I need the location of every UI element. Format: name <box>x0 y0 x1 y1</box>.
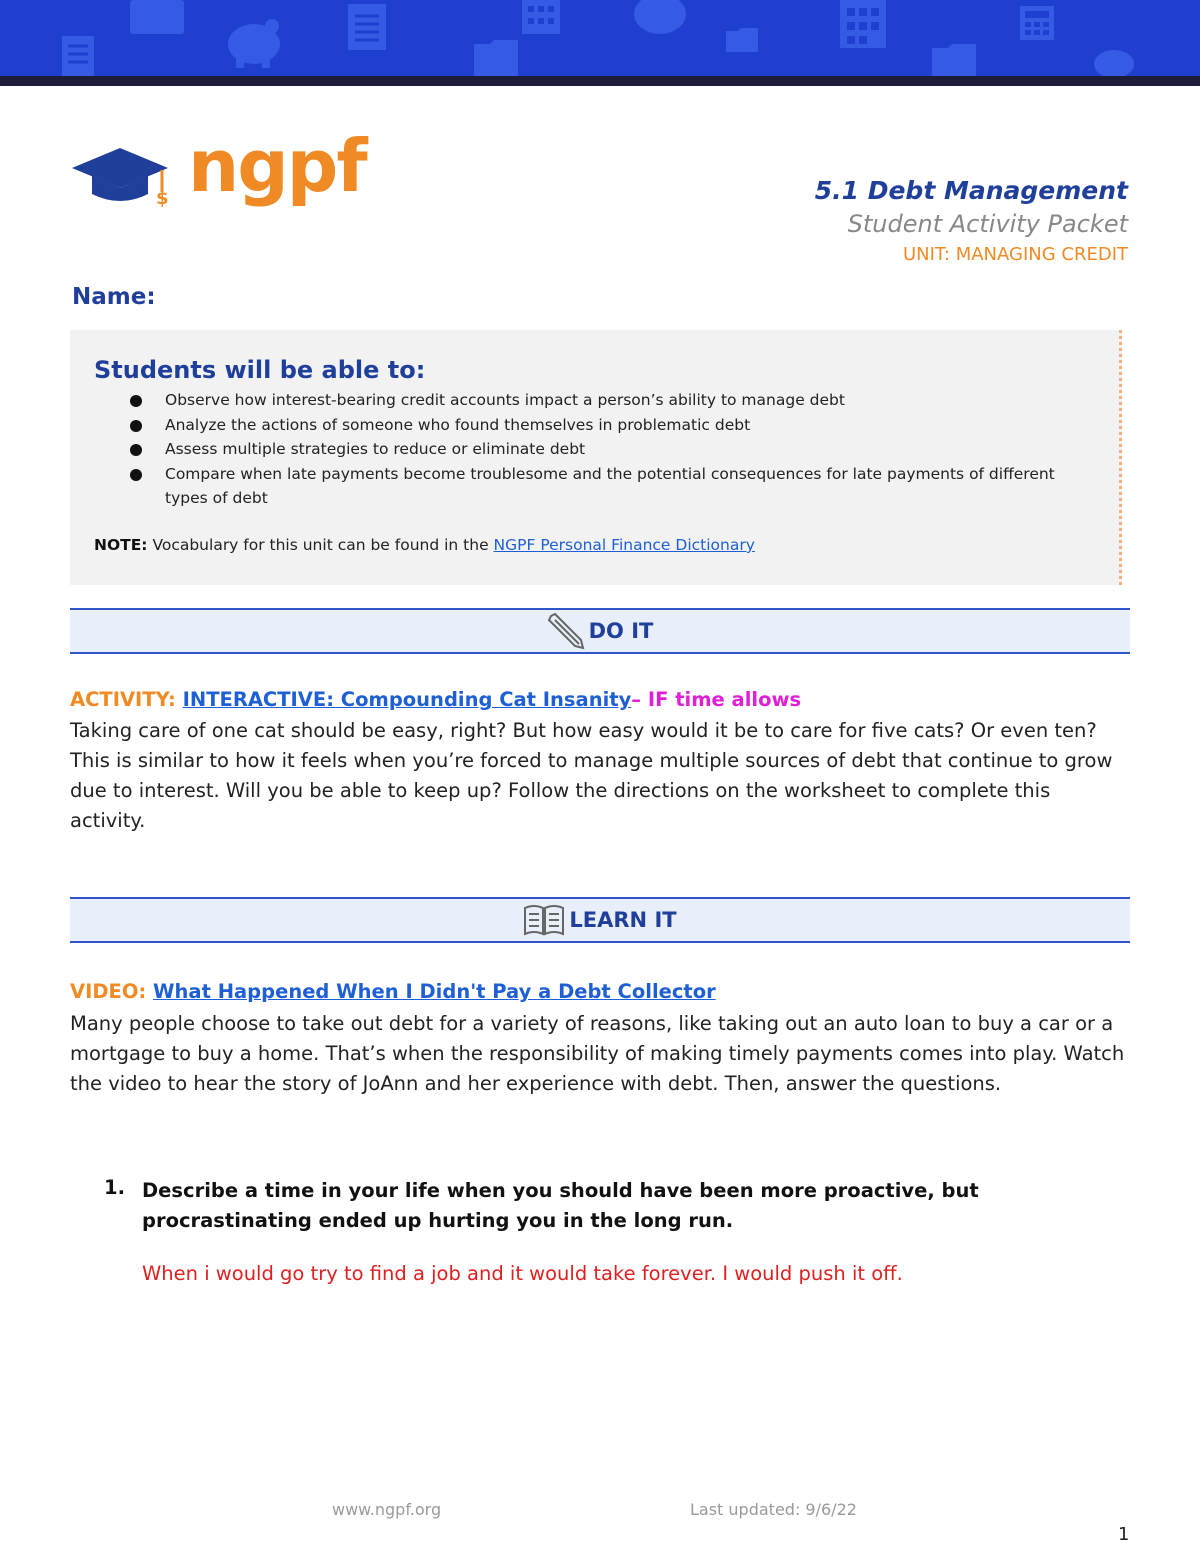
logo-wordmark: ngpf <box>188 124 366 208</box>
piggy-bank-icon <box>222 14 286 70</box>
question-number: 1. <box>104 1176 125 1199</box>
video-prefix: VIDEO: <box>70 980 154 1003</box>
open-book-icon <box>523 904 565 936</box>
ngpf-logo <box>70 124 366 218</box>
footer-site: www.ngpf.org <box>332 1500 442 1519</box>
header-divider <box>0 76 1200 86</box>
question-text: Describe a time in your life when you should have been more proactive, but procrastinating ended up hurting you in the long run. <box>142 1179 979 1232</box>
note-text: Vocabulary for this unit can be found in the <box>147 536 494 554</box>
video-title <box>70 980 716 1003</box>
answer-text[interactable]: When i would go try to find a job and it would take forever. I would push it off. <box>142 1262 903 1285</box>
video-description: Many people choose to take out debt for a variety of reasons, like taking out an auto loan to buy a car or a mortgage to buy a home. That’s when the responsibility of making timely payments comes into play. Watch the video to hear the story of JoAnn and her experience with debt. Then, answer the questions. <box>70 1012 1125 1095</box>
folder-icon <box>932 44 976 76</box>
calculator-icon <box>522 0 560 34</box>
activity-title <box>70 688 801 711</box>
pencil-icon <box>547 612 585 650</box>
footer-last-updated: Last updated: 9/6/22 <box>690 1500 857 1519</box>
list-item: Compare when late payments become troublesome and the potential consequences for late payments of different types of debt <box>130 462 1090 511</box>
folder-icon <box>726 28 758 52</box>
dictionary-link[interactable]: NGPF Personal Finance Dictionary <box>493 536 755 554</box>
page-title: 5.1 Debt Management <box>814 176 1128 205</box>
folder-icon <box>474 40 518 76</box>
objectives-box <box>70 330 1122 585</box>
activity-prefix: ACTIVITY: <box>70 688 183 711</box>
page-subtitle: Student Activity Packet <box>847 210 1128 238</box>
list-item: Analyze the actions of someone who found themselves in problematic debt <box>130 413 1090 438</box>
unit-label: UNIT: MANAGING CREDIT <box>902 244 1128 265</box>
learn-it-label: LEARN IT <box>569 908 677 932</box>
piggy-bank-icon <box>1092 44 1136 76</box>
title-block <box>628 174 1128 270</box>
video-link[interactable]: What Happened When I Didn't Pay a Debt Collector <box>153 980 716 1003</box>
activity-description: Taking care of one cat should be easy, right? But how easy would it be to care for five cats? Or even ten? This is similar to how it feels when you’re forced to manage multiple sources of debt that continue to grow due to interest. Will you be able to keep up? Follow the directions on the worksheet to complete this activity. <box>70 719 1113 832</box>
card-icon <box>130 0 184 34</box>
objectives-list <box>130 388 1090 511</box>
header-banner <box>0 0 1200 76</box>
learn-it-section-header <box>70 897 1130 943</box>
do-it-label: DO IT <box>588 619 654 643</box>
svg-text:$: $ <box>156 188 169 209</box>
activity-suffix: – IF time allows <box>631 688 802 711</box>
objectives-heading: Students will be able to: <box>94 356 426 384</box>
page-number: 1 <box>1118 1524 1130 1545</box>
list-item: Observe how interest-bearing credit accounts impact a person’s ability to manage debt <box>130 388 1090 413</box>
activity-link[interactable]: INTERACTIVE: Compounding Cat Insanity <box>182 688 632 711</box>
note-label: NOTE: <box>94 536 148 554</box>
piggy-bank-icon <box>630 0 690 40</box>
calculator-icon <box>840 0 886 48</box>
do-it-section-header <box>70 608 1130 654</box>
name-label: Name: <box>72 284 156 310</box>
graduation-cap-icon <box>70 146 180 210</box>
calculator-icon <box>1020 6 1054 40</box>
document-icon <box>346 2 388 52</box>
document-icon <box>60 34 96 76</box>
vocabulary-note <box>94 536 755 554</box>
list-item: Assess multiple strategies to reduce or eliminate debt <box>130 437 1090 462</box>
